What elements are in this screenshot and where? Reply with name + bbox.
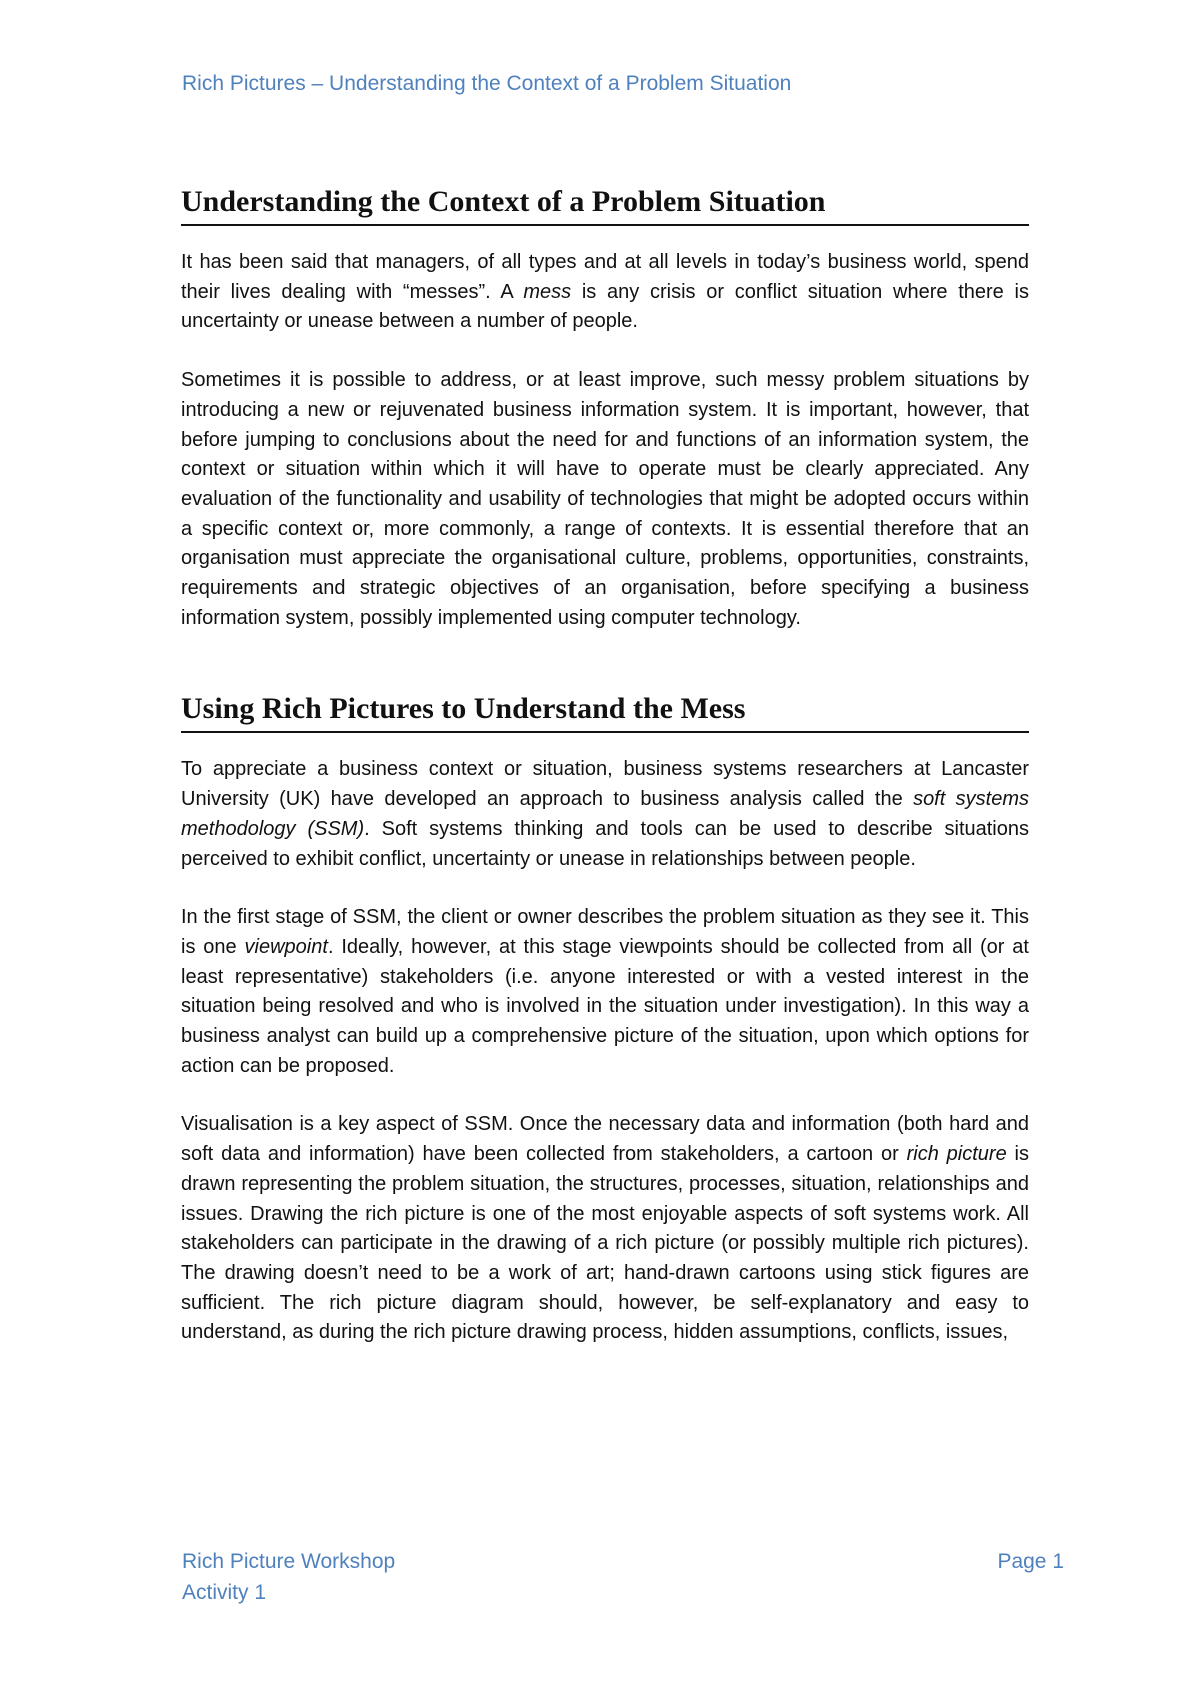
emphasis-viewpoint: viewpoint xyxy=(244,935,328,958)
paragraph-text: Visualisation is a key aspect of SSM. Once the necessary data and information (both hard and soft data and information) have been collected from stakeholders, a cartoon or xyxy=(181,1113,1029,1166)
footer-left xyxy=(182,1546,395,1608)
paragraph-information-system: Sometimes it is possible to address, or at least improve, such messy problem situations by introducing a new or rejuvenated business information system. It is important, however, that before jumping to conclusions about the need for and functions of an information system, the context or situation within which it will have to operate must be clearly appreciated. Any evaluation of the functionality and usability of technologies that might be adopted occurs within a specific context or, more commonly, a range of contexts. It is essential therefore that an organisation must appreciate the organisational culture, problems, opportunities, constraints, requirements and strategic objectives of an organisation, before specifying a business information system, possibly implemented using computer technology. xyxy=(181,369,1029,629)
paragraph-text: It has been said that managers, of all types and at all levels in today’s business world, spend their lives dealing with “messes”. A xyxy=(181,251,1029,303)
footer-page-number: Page 1 xyxy=(997,1550,1064,1573)
paragraph-visualisation xyxy=(181,1110,1029,1348)
section-heading-rich-pictures: Using Rich Pictures to Understand the Mess xyxy=(181,689,1029,733)
paragraph-text: To appreciate a business context or situation, business systems researchers at Lancaster University (UK) have developed an approach to business analysis called the xyxy=(181,758,1029,811)
footer-activity: Activity 1 xyxy=(182,1581,267,1604)
emphasis-ssm: soft systems methodology (SSM) xyxy=(181,788,1029,840)
emphasis-mess: mess xyxy=(523,280,572,303)
section-heading-context: Understanding the Context of a Problem Situation xyxy=(181,182,1029,226)
running-header: Rich Pictures – Understanding the Context of a Problem Situation xyxy=(182,72,792,95)
paragraph-ssm xyxy=(181,755,1029,874)
paragraph-text: is drawn representing the problem situation, the structures, processes, situation, relationships and issues. Drawing the rich picture is one of the most enjoyable aspects of soft systems work. All stakeholders can participate in the drawing of a rich picture (or possibly multiple rich pictures). The drawing doesn’t need to be a work of art; hand-drawn cartoons using stick figures are sufficient. The rich picture diagram should, however, be self-explanatory and easy to understand, as during the rich picture drawing process, hidden assumptions, conflicts, issues, xyxy=(181,1143,1030,1344)
paragraph-first-stage xyxy=(181,903,1029,1081)
paragraph-text: . Ideally, however, at this stage viewpoints should be collected from all (or at least representative) stakeholders (i.e. anyone interested or with a vested interest in the situation being resolved and who is involved in the situation under investigation). In this way a business analyst can build up a comprehensive picture of the situation, upon which options for action can be proposed. xyxy=(181,935,1029,1077)
document-body xyxy=(181,182,1029,1348)
footer-workshop: Rich Picture Workshop xyxy=(182,1550,396,1573)
paragraph-text: . Soft systems thinking and tools can be used to describe situations perceived to exhibit conflict, uncertainty or unease in relationships between people. xyxy=(181,817,1029,870)
paragraph-messes xyxy=(181,248,1029,337)
paragraph-text: is any crisis or conflict situation where there is uncertainty or unease between a number of people. xyxy=(181,280,1029,333)
emphasis-rich-picture: rich picture xyxy=(906,1143,1007,1166)
paragraph-text: In the first stage of SSM, the client or owner describes the problem situation as they see it. This is one xyxy=(181,906,1029,958)
